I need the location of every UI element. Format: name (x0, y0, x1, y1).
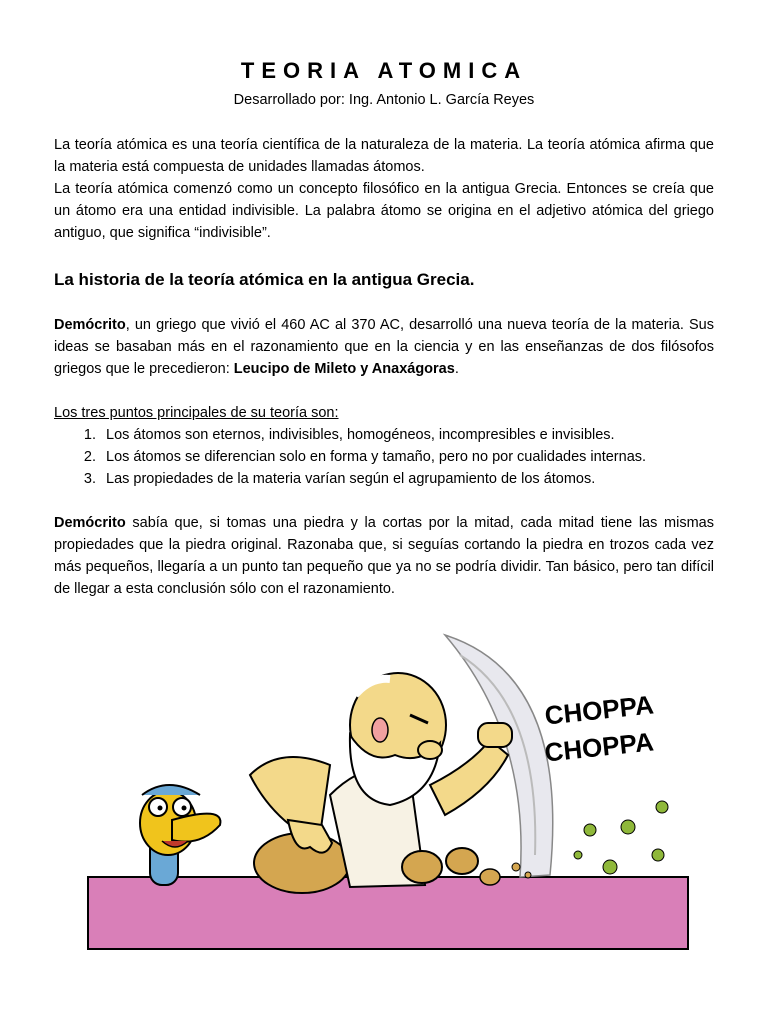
intro-paragraph-1: La teoría atómica es una teoría científica de la naturaleza de la materia. La teoría atómica afirma que la materia está compuesta de unidades llamadas átomos. (54, 137, 714, 175)
sentence-end: . (454, 361, 459, 377)
democritus-name-2: Demócrito (54, 515, 126, 531)
democritus-name: Demócrito (54, 317, 126, 333)
main-points-section (54, 402, 714, 490)
sfx-choppa-1: CHOPPA (543, 689, 656, 731)
stone-text: sabía que, si tomas una piedra y la cortas por la mitad, cada mitad tiene las mismas propiedades que la piedra original. Razonaba que, si seguías cortando la piedra en trozos cada vez más pequeños, llegaría a un punto tan pequeño que ya no se podría dividir. Tan básico, pero tan difícil de llegar a esta conclusión sólo con el razonamiento. (54, 515, 714, 597)
list-item: 2. Los átomos se diferencian solo en forma y tamaño, pero no por cualidades internas. (100, 446, 714, 468)
democritus-paragraph (54, 314, 714, 380)
sfx-choppa-2: CHOPPA (543, 726, 656, 768)
author-line: Desarrollado por: Ing. Antonio L. García Reyes (233, 92, 535, 108)
atom-sparkles (574, 801, 668, 874)
list-title: Los tres puntos principales de su teoría son: (54, 405, 339, 421)
section-heading: La historia de la teoría atómica en la antigua Grecia. (54, 270, 475, 289)
cartoon-illustration (50, 615, 720, 955)
duck-creature (140, 785, 220, 885)
intro-paragraph-2: La teoría atómica comenzó como un concepto filosófico en la antigua Grecia. Entonces se creía que un átomo era una entidad indivisible. La palabra átomo se origina en el adjetivo atómica del griego antiguo, que significa “indivisible”. (54, 181, 714, 241)
fist (478, 723, 512, 747)
democritus-text: , un griego que vivió el 460 AC al 370 AC, desarrolló una nueva teoría de la materia. Sus ideas se basaban más en el razonamiento que en la ciencia y en las enseñanzas de dos filósofos griegos que le precedieron: (54, 317, 714, 377)
points-list (54, 424, 714, 490)
page-title: TEORIA ATOMICA (240, 58, 528, 83)
list-item: 1. Los átomos son eternos, indivisibles, homogéneos, incompresibles e invisibles. (100, 424, 714, 446)
stone-paragraph (54, 512, 714, 600)
list-item: 3. Las propiedades de la materia varían según el agrupamiento de los átomos. (100, 468, 714, 490)
predecessors-names: Leucipo de Mileto y Anaxágoras (233, 361, 455, 377)
intro-section (54, 134, 714, 244)
nose (418, 741, 442, 759)
pink-floor (88, 877, 688, 949)
